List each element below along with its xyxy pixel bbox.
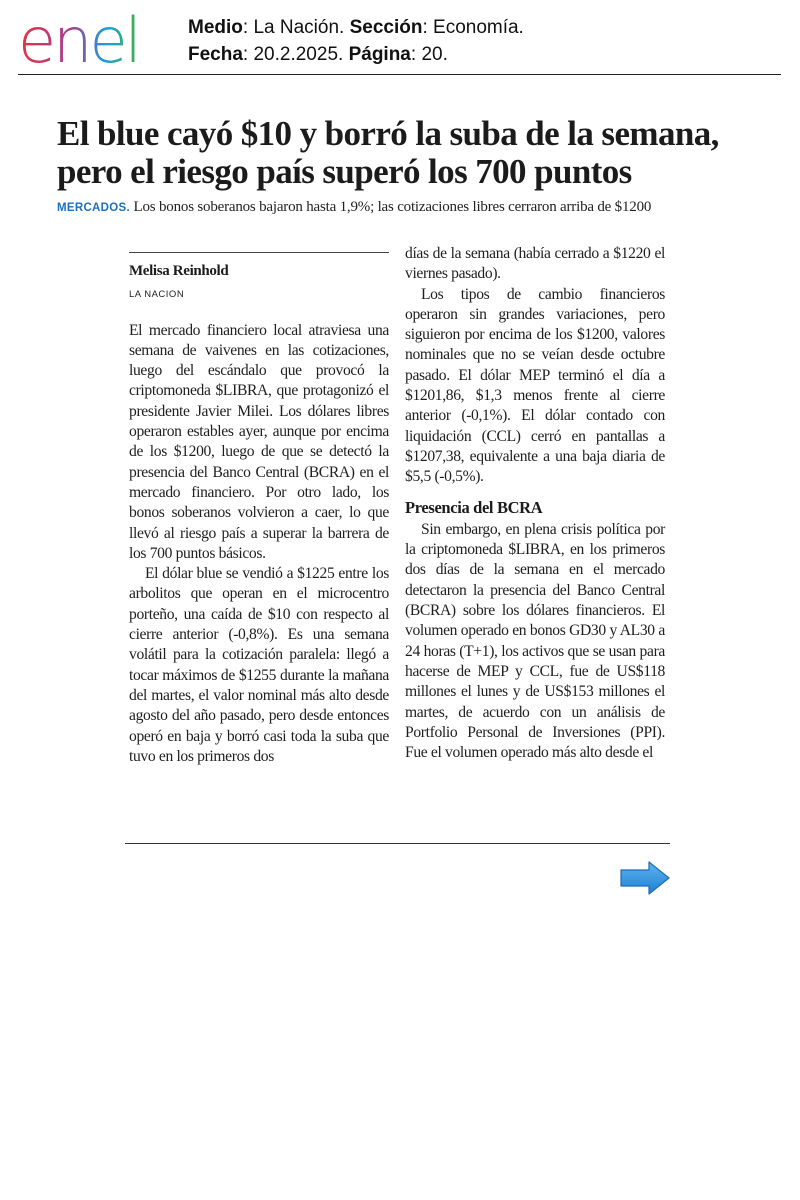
meta-line-medio-seccion: Medio: La Nación. Sección: Economía. xyxy=(188,17,524,38)
article-paragraph: El mercado financiero local atraviesa una semana de vaivenes en las cotizaciones, luego del escándalo que provocó la criptomoneda $LIBRA, que protagonizó el presidente Javier Milei. Los dólares libres operaron estables ayer, aunque por encima de los $1200, luego de que se detectó la presencia del Banco Central (BCRA) en el mercado financiero. Por otro lado, los bonos soberanos volvieron a caer, lo que llevó al riesgo país a superar la barrera de los 700 puntos básicos. xyxy=(129,321,389,562)
fecha-value: 20.2.2025. xyxy=(253,44,344,65)
article-paragraph: días de la semana (había cerrado a $1220 el viernes pasado). xyxy=(405,245,665,283)
article-summary xyxy=(57,199,787,216)
enel-logo-text: enel xyxy=(18,10,139,68)
article-headline: El blue cayó $10 y borró la suba de la semana, pero el riesgo país superó los 700 puntos xyxy=(57,114,719,191)
article-subhead: Presencia del BCRA xyxy=(405,497,543,517)
meta-line-fecha-pagina: Fecha: 20.2.2025. Página: 20. xyxy=(188,44,448,65)
seccion-value: Economía. xyxy=(433,17,524,38)
medio-label: Medio xyxy=(188,17,243,38)
seccion-label: Sección xyxy=(349,17,423,38)
byline-source: LA NACION xyxy=(129,289,185,301)
pagina-label: Página xyxy=(348,44,411,65)
article-paragraph: El dólar blue se vendió a $1225 entre los arbolitos que operan en el microcentro porteño, una caída de $10 con respecto al cierre anterior (-0,8%). Es una semana volátil para la cotización paralela: llegó a tocar máximos de $1255 durante la mañana del martes, el valor nominal más alto desde agosto del año pasado, pero desde entonces operó en baja y borró casi toda la suba que tuvo en los primeros dos xyxy=(129,565,389,765)
fecha-label: Fecha xyxy=(188,44,243,65)
article-column-left xyxy=(129,252,389,767)
article-paragraph: Sin embargo, en plena crisis política por la criptomoneda $LIBRA, en los primeros dos días de la semana en el mercado detectaron la presencia del Banco Central (BCRA) sobre los dólares financieros. El volumen operado en bonos GD30 y AL30 a 24 horas (T+1), los activos que se usan para hacerse de MEP y CCL, fue de US$118 millones el lunes y de US$153 millones el martes, de acuerdo con un análisis de Portfolio Personal de Inversiones (PPI). Fue el volumen operado más alto desde el xyxy=(405,520,665,762)
pagina-value: 20. xyxy=(421,44,448,65)
article-column-right xyxy=(405,244,665,763)
article-bottom-divider xyxy=(125,843,670,844)
header-divider xyxy=(18,74,781,75)
enel-logo xyxy=(18,10,170,68)
summary-text: Los bonos soberanos bajaron hasta 1,9%; las cotizaciones libres cerraron arriba de $1200 xyxy=(133,199,652,215)
article-paragraph: Los tipos de cambio financieros operaron sin grandes variaciones, pero siguieron por encima de los $1200, valores nominales que no se veían desde octubre pasado. El dólar MEP terminó el día a $1201,86, $1,3 menos frente al cierre anterior (-0,1%). El dólar contado con liquidación (CCL) cerró en pantallas a $1207,38, equivalente a una baja diaria de $5,5 (-0,5%). xyxy=(405,285,665,486)
medio-value: La Nación. xyxy=(253,17,345,38)
byline-author: Melisa Reinhold xyxy=(129,263,229,279)
arrow-right-icon[interactable] xyxy=(619,860,671,896)
section-kicker: MERCADOS. xyxy=(57,202,130,214)
